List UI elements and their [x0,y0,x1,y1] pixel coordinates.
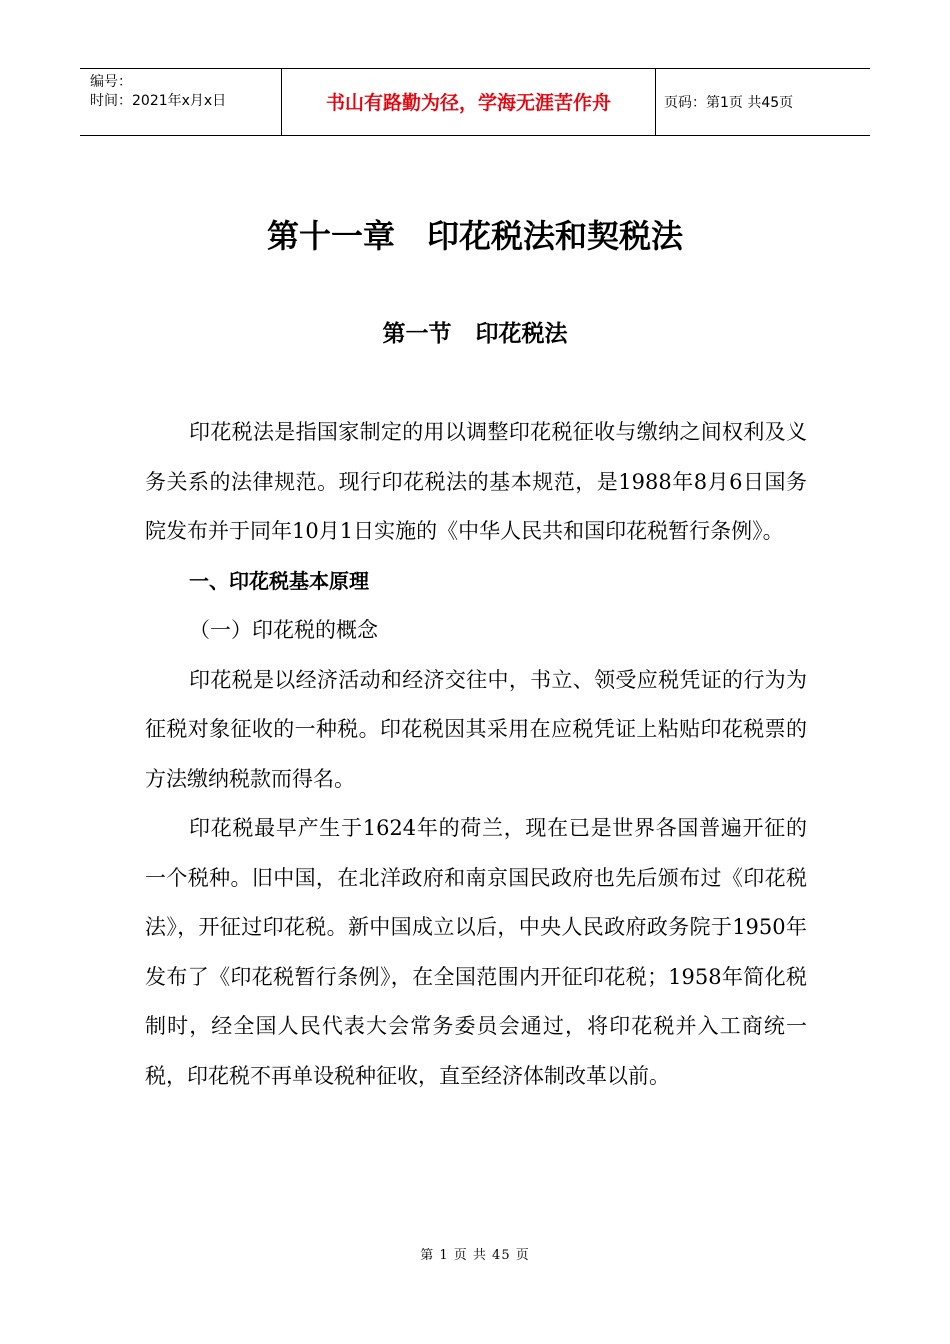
section-name: 印花税法 [475,321,568,347]
paragraph-intro: 印花税法是指国家制定的用以调整印花税征收与缴纳之间权利及义务关系的法律规范。现行印花税法的基本规范，是1988年8月6日国务院发布并于同年10月1日实施的《中华人民共和国印花税暂行条例》。 [145,420,807,543]
chapter-name: 印花税法和契税法 [427,217,684,255]
paragraph-history: 印花税最早产生于1624年的荷兰，现在已是世界各国普遍开征的一个税种。旧中国，在北洋政府和南京国民政府也先后颁布过《印花税法》，开征过印花税。新中国成立以后，中央人民政府政务院于1950年发布了《印花税暂行条例》，在全国范围内开征印花税；1958年简化税制时，经全国人民代表大会常务委员会通过，将印花税并入工商统一税，印花税不再单设税种征收，直至经济体制改革以前。 [145,816,807,1088]
section-number: 第一节 [382,321,452,347]
chapter-title [0,212,950,260]
header-motto: 书山有路勤为径，学海无涯苦作舟 [282,69,656,135]
number-label: 编号： [90,74,132,90]
document-body [145,408,807,1101]
page-footer: 第 1 页 共 45 页 [420,1248,530,1263]
document-header [80,68,870,136]
subheading-concept: （一）印花税的概念 [189,618,378,642]
header-page-label: 页码：第1页 共45页 [664,95,794,111]
time-label: 时间：2021年x月x日 [90,93,227,109]
header-meta [80,69,282,135]
section-title [0,316,950,352]
chapter-number: 第十一章 [266,217,395,255]
heading-principles: 一、印花税基本原理 [189,568,369,593]
paragraph-concept: 印花税是以经济活动和经济交往中，书立、领受应税凭证的行为为征税对象征收的一种税。印花税因其采用在应税凭证上粘贴印花税票的方法缴纳税款而得名。 [145,667,807,791]
